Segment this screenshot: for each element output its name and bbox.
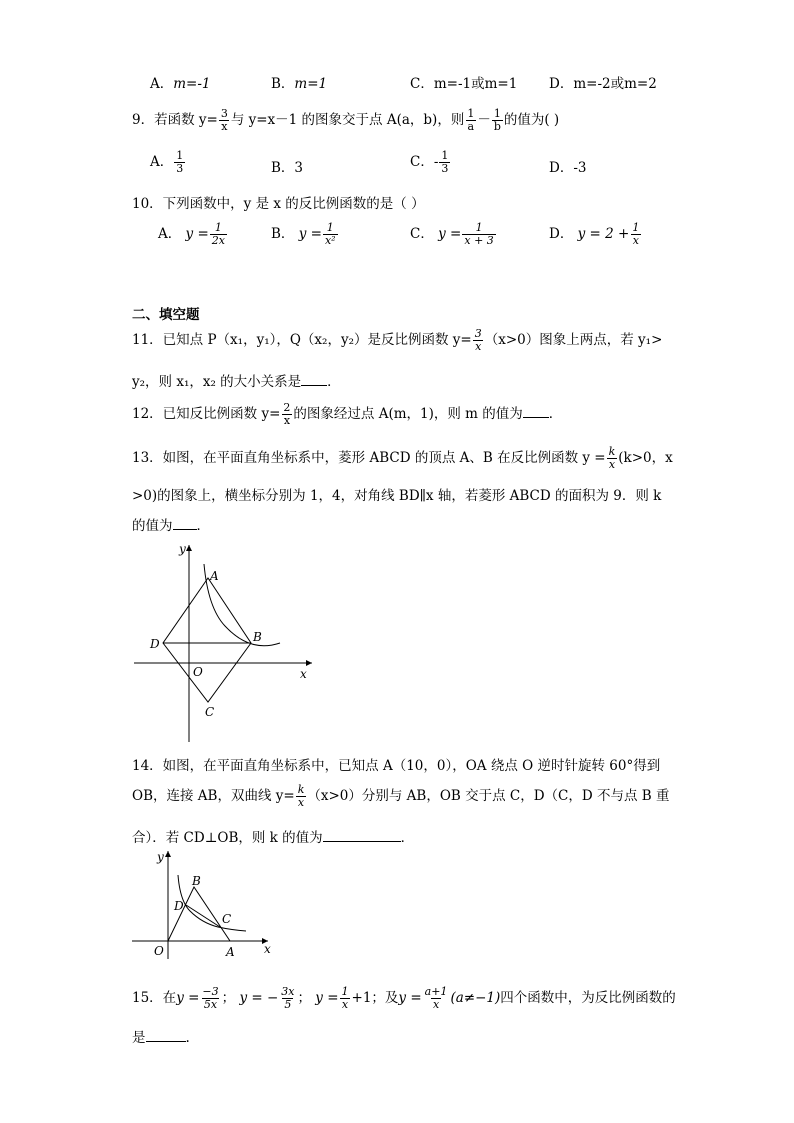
denominator: 5x [203,998,218,1011]
label-d: D [174,899,184,913]
section-heading: 二、填空题 [132,307,200,323]
option-lhs: y = 2 + [577,226,630,242]
label-a: A [210,569,219,583]
q9-option-b [271,156,303,176]
fraction [462,222,495,246]
numerator: −3 [202,985,219,999]
q11-text: y₂，则 x₁，x₂ 的大小关系是 [132,374,302,390]
denominator: x [475,340,482,353]
numerator: 1 [441,149,449,163]
q9-text: 9．若函数 y= [132,112,218,128]
denominator: 3 [441,162,449,175]
q10-option-a [158,222,228,247]
q8-option-a [150,72,211,92]
option-text: m=1 [294,76,328,92]
option-letter: B． [271,76,295,92]
q15-text: ；及 [371,990,399,1006]
q9-option-a [150,150,186,175]
answer-blank[interactable] [173,517,197,530]
q12-text: 的图象经过点 A(m，1)，则 m 的值为 [293,406,523,422]
fraction [296,784,307,808]
denominator: x [432,998,440,1011]
numerator: 3 [474,327,482,341]
option-letter: D． [549,226,574,242]
option-letter: D． [549,76,574,92]
option-letter: D． [549,160,574,176]
numerator: k [608,445,616,459]
expr-lhs: y = [398,990,422,1006]
denominator: x [608,458,616,471]
denominator: 3 [176,162,184,175]
label-d: D [150,637,160,651]
q9-option-c [410,150,451,175]
label-x: x [300,667,307,681]
period: ． [196,518,210,534]
answer-blank[interactable] [323,829,401,842]
q9-text: 与 y=x－1 的图象交于点 A(a，b)，则 [230,112,465,128]
option-letter: A． [150,76,174,92]
q9-stem [132,108,559,133]
q13-text: (k>0，x [618,450,673,466]
expr-lhs: y = − [239,990,279,1006]
q13-text: 13．如图，在平面直角坐标系中，菱形 ABCD 的顶点 A、B 在反比例函数 y = [132,450,606,466]
rhombus-abcd [163,578,251,702]
option-text: m=-1 [173,76,211,92]
period: ． [400,830,415,846]
q14-line2 [132,784,670,809]
q8-option-c [410,72,517,92]
expr-tail: +1 [351,990,372,1006]
numerator: 1 [326,221,334,235]
numerator: 2 [283,401,291,415]
q11-text: （x>0）图象上两点，若 y₁> [484,332,663,348]
fraction [281,402,292,426]
denominator: 2x [211,234,225,247]
fraction [630,222,641,246]
numerator: 1 [475,221,483,235]
option-lhs: y = [298,226,322,242]
label-c: C [222,912,232,926]
option-letter: A． [158,226,182,242]
option-text: m=-1或m=1 [433,76,518,92]
option-text: -3 [573,160,587,176]
label-y: y [157,850,164,864]
q12-text: 12．已知反比例函数 y= [132,406,281,422]
answer-blank[interactable] [146,1029,186,1042]
y-axis-arrow-icon [186,545,192,551]
fraction [473,328,484,352]
q13-line2: >0)的图象上，横坐标分别为 1，4，对角线 BD∥x 轴，若菱形 ABCD 的面积为 9．则 k [132,488,662,504]
option-letter: C． [410,226,434,242]
numerator: 3x [281,985,295,999]
fraction [465,108,476,132]
option-letter: B． [271,160,295,176]
option-letter: A． [150,154,174,170]
fraction [607,446,618,470]
q14-text: OB，连接 AB，双曲线 y= [132,788,295,804]
fraction [323,222,338,246]
period: ． [548,406,563,422]
q13-text: 的值为 [132,518,173,534]
denominator: x² [324,234,336,247]
option-text: m=-2或m=2 [573,76,657,92]
label-x: x [264,942,271,956]
q13-rhombus-figure [130,540,330,745]
q14-text: （x>0）分别与 AB，OB 交于点 C，D（C，D 不与点 B 重 [307,788,670,804]
denominator: x [297,796,305,809]
fraction [174,150,185,174]
q15-text: 四个函数中，为反比例函数的 [500,990,676,1006]
denominator: 5 [284,998,292,1011]
q10-stem: 10．下列函数中，y 是 x 的反比例函数的是（ ） [132,196,425,212]
q14-text: 合）．若 CD⊥OB，则 k 的值为 [132,830,323,846]
denominator: x [283,414,291,427]
label-o: O [154,944,164,958]
q11-line1 [132,328,662,353]
denominator: a [467,120,475,133]
q14-line1: 14．如图，在平面直角坐标系中，已知点 A（10，0），OA 绕点 O 逆时针旋转 60°得到 [132,758,661,774]
q11-text: 11．已知点 P（x₁，y₁），Q（x₂，y₂）是反比例函数 y= [132,332,472,348]
option-lhs: y = [438,226,462,242]
label-b: B [253,630,262,644]
fraction [423,986,450,1010]
denominator: x [341,998,349,1011]
label-b: B [192,874,201,888]
separator: ； [297,990,311,1006]
numerator: a+1 [424,985,448,999]
q14-line3 [132,826,414,846]
period: . [185,1030,190,1046]
option-letter: B． [271,226,295,242]
label-c: C [205,705,215,719]
q15-line1 [132,986,676,1011]
q9-option-d [549,156,586,176]
q15-text: 是 [132,1030,146,1046]
q15-text: 15．在 [132,990,177,1006]
numerator: 1 [493,107,501,121]
q15-line2 [132,1026,190,1046]
q8-option-d [549,72,657,92]
fraction [492,108,503,132]
numerator: 1 [341,985,349,999]
fraction [340,986,351,1010]
q11-line2 [132,370,341,390]
fraction [219,108,230,132]
minus-sign: － [477,112,491,128]
expr-lhs: y = [176,990,200,1006]
q10-option-c [410,222,497,247]
denominator: b [493,120,501,133]
answer-blank[interactable] [523,405,549,418]
option-lhs: y = [185,226,209,242]
q9-text: 的值为( ) [503,112,560,128]
option-text: 3 [294,160,304,176]
q13-line3 [132,514,210,534]
numerator: 1 [214,221,222,235]
x-axis-arrow-icon [306,660,312,666]
denominator: x + 3 [464,234,494,247]
numerator: 1 [176,149,184,163]
fraction [279,986,296,1010]
numerator: k [297,783,305,797]
label-o: O [193,665,203,679]
option-letter: C． [410,154,434,170]
q8-option-b [271,72,327,92]
q13-line1 [132,446,673,471]
label-y: y [179,542,186,556]
q14-triangle-figure [128,845,278,963]
fraction [439,150,450,174]
expr-tail: (a≠−1) [450,990,501,1006]
segment-cd [186,905,220,927]
minus-sign: - [433,154,439,170]
hyperbola-curve [178,875,246,931]
separator: ； [221,990,236,1006]
q10-option-b [271,222,339,247]
option-letter: C． [410,76,434,92]
numerator: 3 [220,107,228,121]
denominator: x [221,120,228,133]
fraction [210,222,227,246]
fraction [200,986,220,1010]
label-a: A [226,945,235,959]
answer-blank[interactable] [301,373,327,386]
q12-stem [132,402,562,427]
y-axis-arrow-icon [165,851,171,857]
numerator: 1 [467,107,475,121]
period: ． [327,374,341,390]
q10-option-d [549,222,642,247]
denominator: x [632,234,639,247]
numerator: 1 [632,221,640,235]
expr-lhs: y = [315,990,339,1006]
